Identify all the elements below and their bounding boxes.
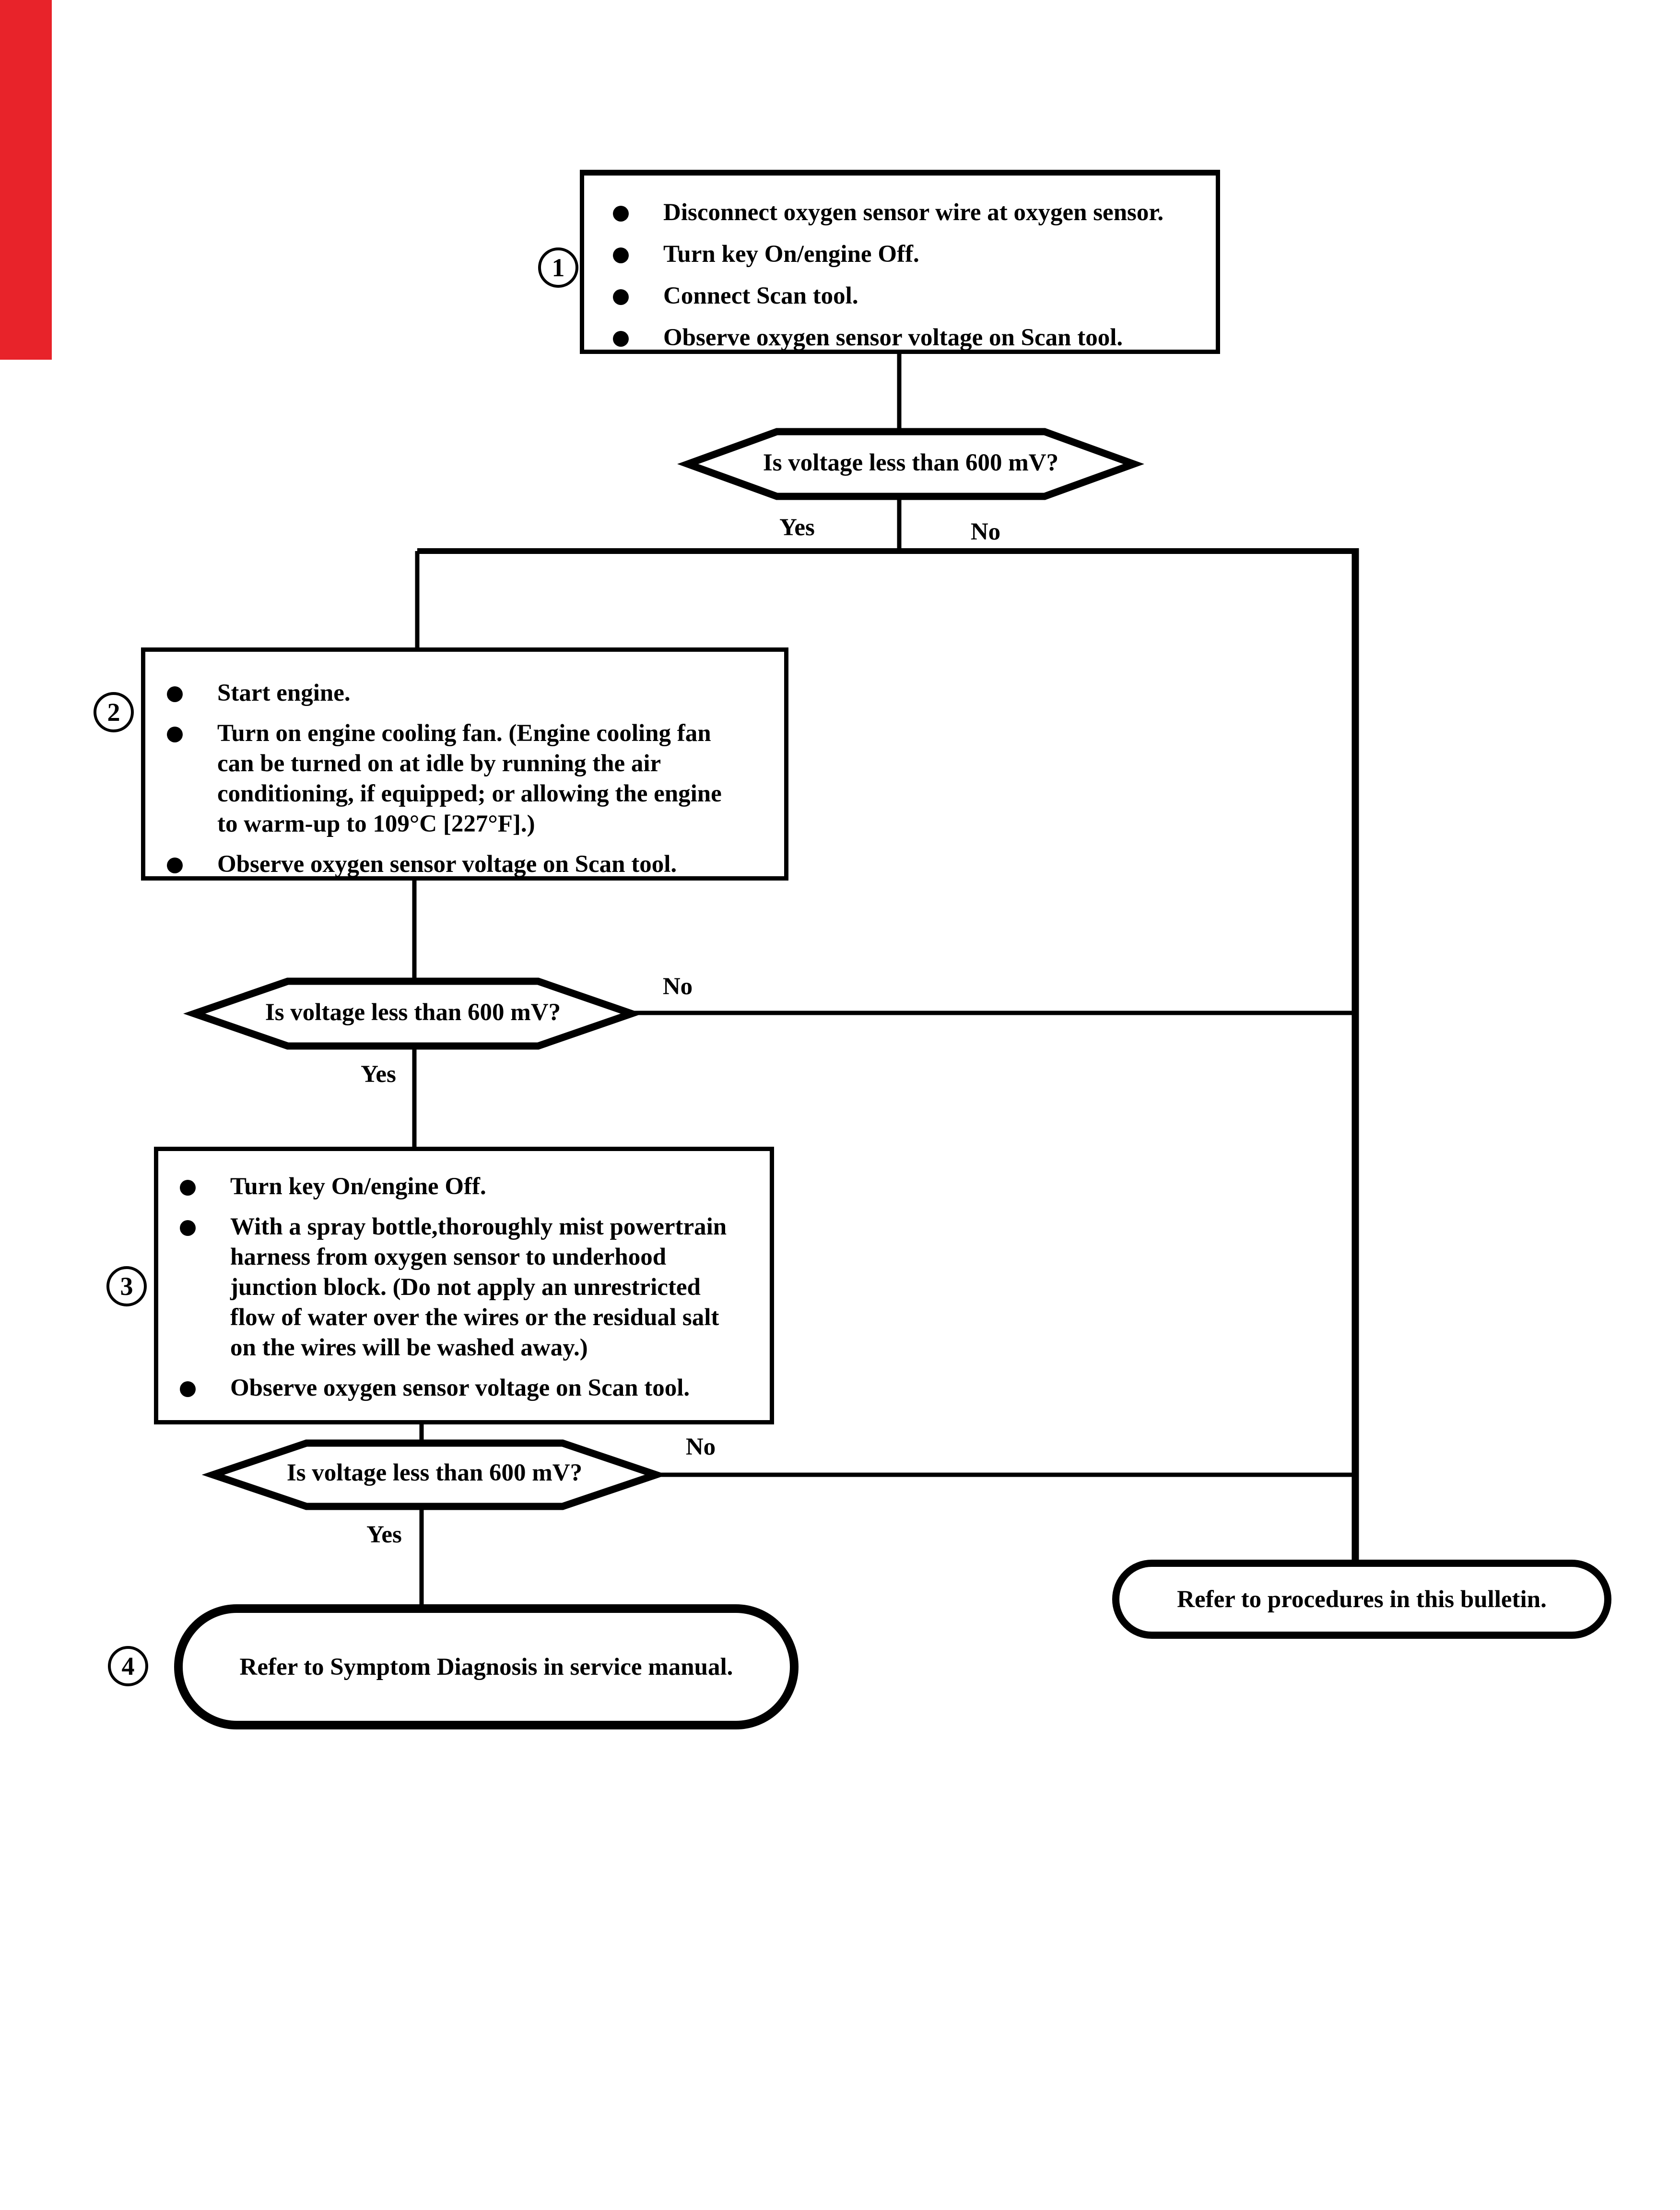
- step-1-action-box: [580, 170, 1220, 354]
- step-instruction-line: harness from oxygen sensor to underhood: [230, 1243, 667, 1270]
- decision-1-question: Is voltage less than 600 mV?: [763, 449, 1059, 476]
- step-instruction-line: on the wires will be washed away.): [230, 1334, 588, 1361]
- terminal-symptom-diagnosis: [174, 1604, 799, 1729]
- step-instruction-line: Observe oxygen sensor voltage on Scan tool.: [663, 324, 1123, 351]
- step-2-number-badge: [94, 692, 134, 732]
- step-instruction-line: to warm-up to 109°C [227°F].): [217, 810, 535, 837]
- decision-1-no-label: No: [970, 518, 1001, 545]
- list-item: [180, 1373, 761, 1403]
- step-instruction-line: Start engine.: [217, 679, 351, 706]
- bullet-icon: [613, 247, 629, 263]
- list-item: [180, 1211, 761, 1363]
- list-item: [167, 849, 775, 879]
- bullet-icon: [167, 686, 183, 702]
- decision-2-no-label: No: [662, 973, 693, 1000]
- bullet-icon: [613, 289, 629, 305]
- step-instruction-line: Turn key On/engine Off.: [230, 1173, 486, 1200]
- step-number: 4: [121, 1651, 135, 1680]
- step-instruction-line: Turn key On/engine Off.: [663, 240, 919, 268]
- step-instruction-line: Observe oxygen sensor voltage on Scan tool.: [217, 850, 677, 878]
- bullet-icon: [613, 206, 629, 222]
- step-1-number-badge: [538, 247, 578, 288]
- step-instruction-line: Observe oxygen sensor voltage on Scan tool.: [230, 1374, 690, 1401]
- step-number: 3: [120, 1271, 133, 1300]
- list-item: [613, 281, 1204, 311]
- decision-2-yes-label: Yes: [361, 1060, 396, 1088]
- terminal-label: Refer to procedures in this bulletin.: [1177, 1585, 1547, 1612]
- decision-2-question: Is voltage less than 600 mV?: [265, 999, 561, 1026]
- decision-3-question: Is voltage less than 600 mV?: [286, 1459, 583, 1486]
- decision-3-no-label: No: [685, 1433, 716, 1460]
- terminal-label: Refer to Symptom Diagnosis in service manual.: [239, 1652, 733, 1680]
- bullet-icon: [167, 858, 183, 873]
- bullet-icon: [613, 331, 629, 347]
- bullet-icon: [180, 1180, 196, 1196]
- list-item: [180, 1171, 761, 1201]
- step-instruction-line: junction block. (Do not apply an unrestricted: [230, 1273, 701, 1301]
- step-instruction-line: flow of water over the wires or the residual salt: [230, 1304, 719, 1331]
- step-3-number-badge: [106, 1266, 147, 1306]
- step-4-number-badge: [108, 1646, 148, 1686]
- step-instruction-line: conditioning, if equipped; or allowing the engine: [217, 780, 722, 807]
- step-2-action-box: [141, 647, 788, 881]
- step-instruction-line: Turn on engine cooling fan. (Engine cooling fan: [217, 719, 711, 747]
- step-instruction-line: can be turned on at idle by running the air: [217, 750, 661, 777]
- list-item: [613, 322, 1204, 353]
- decision-1-yes-label: Yes: [779, 514, 815, 541]
- bullet-icon: [167, 727, 183, 742]
- step-instruction-line: Disconnect oxygen sensor wire at oxygen sensor.: [663, 199, 1164, 226]
- step-instruction-line: Connect Scan tool.: [663, 282, 858, 309]
- step-3-action-box: [154, 1147, 774, 1424]
- bullet-icon: [180, 1220, 196, 1236]
- list-item: [613, 197, 1204, 227]
- list-item: [613, 239, 1204, 269]
- list-item: [167, 718, 775, 839]
- list-item: [167, 678, 775, 708]
- step-number: 1: [552, 252, 565, 282]
- step-instruction-line: With a spray bottle,thoroughly mist powertrain: [230, 1213, 727, 1240]
- step-number: 2: [107, 697, 120, 726]
- terminal-bulletin-procedures: [1112, 1560, 1611, 1639]
- bullet-icon: [180, 1381, 196, 1397]
- decision-3-yes-label: Yes: [366, 1521, 402, 1548]
